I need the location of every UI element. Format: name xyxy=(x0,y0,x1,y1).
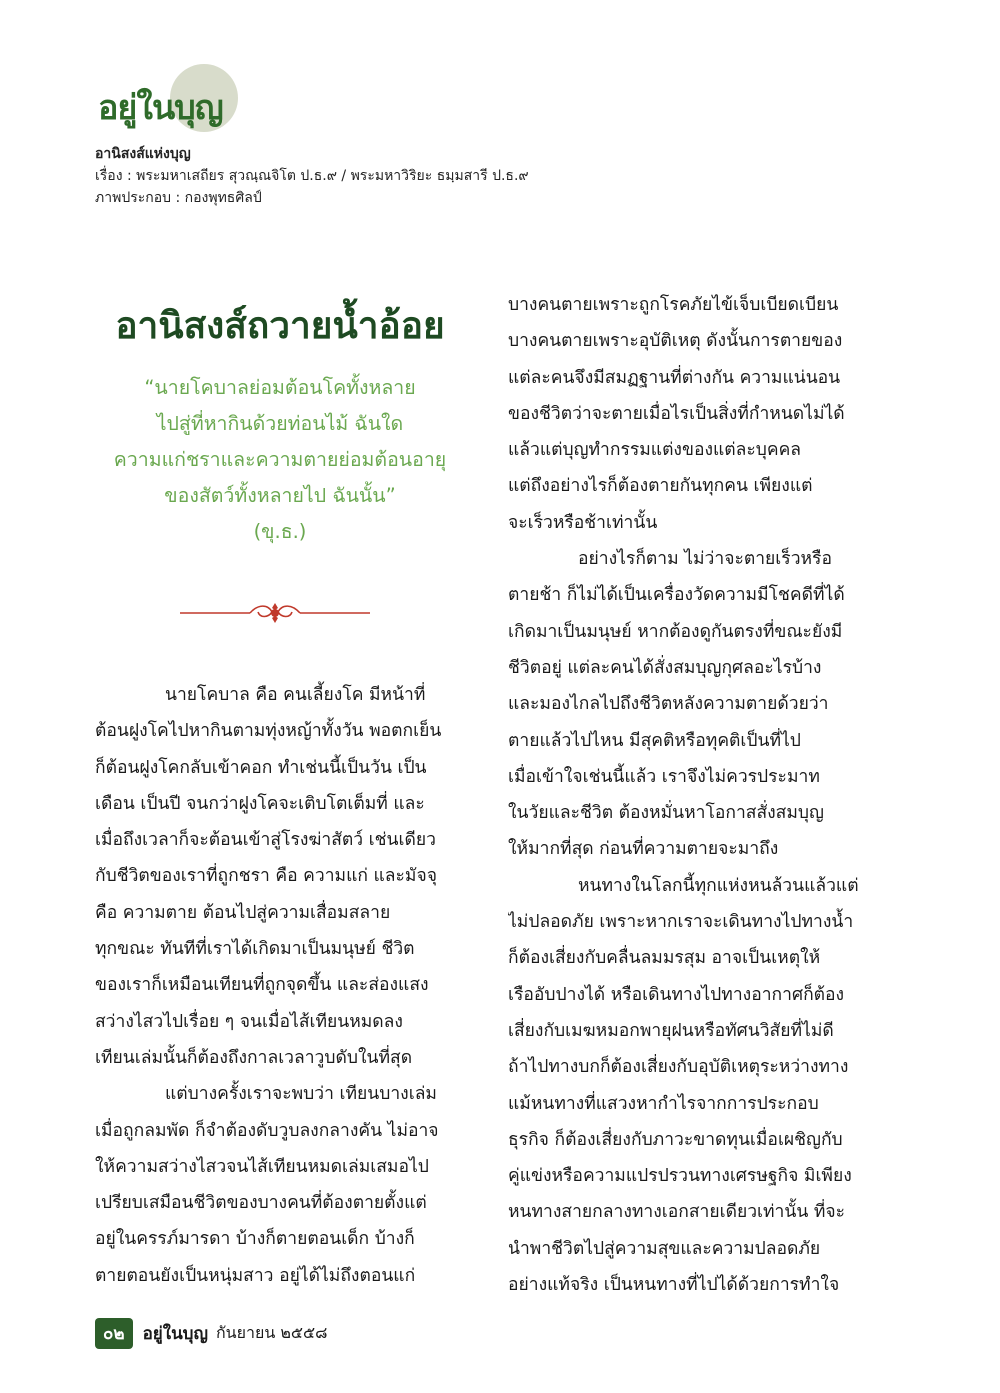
quote-line: ไปสู่ที่หากินด้วยท่อนไม้ ฉันใด xyxy=(156,412,404,435)
author-credit: เรื่อง : พระมหาเสถียร สุวณฺณจิโต ป.ธ.๙ / พระมหาวิริยะ ธมฺมสารี ป.ธ.๙ xyxy=(95,168,529,184)
text-line: แต่ละคนจึงมีสมฏฐานที่ต่างกัน ความแน่นอน xyxy=(508,367,841,388)
text-line: บางคนตายเพราะถูกโรคภัยไข้เจ็บเบียดเบียน xyxy=(508,295,839,315)
text-line: เรืออับปางได้ หรือเดินทางไปทางอากาศก็ต้อง xyxy=(508,984,845,1005)
quote-source: (ขุ.ธ.) xyxy=(253,520,307,543)
text-line: จะเร็วหรือช้าเท่านั้น xyxy=(508,512,658,533)
text-line: ให้ความสว่างไสวจนไส้เทียนหมดเล่มเสมอไป xyxy=(95,1156,429,1177)
byline xyxy=(95,143,529,209)
text-line: นายโคบาล คือ คนเลี้ยงโค มีหน้าที่ xyxy=(165,685,426,705)
text-line: แล้วแต่บุญทำกรรมแต่งของแต่ละบุคคล xyxy=(508,440,802,461)
text-line: ก็ต้อนฝูงโคกลับเข้าคอก ทำเช่นนี้เป็นวัน เป็น xyxy=(95,757,427,778)
ornament-divider xyxy=(180,600,370,630)
text-line: ตายช้า ก็ไม่ได้เป็นเครื่องวัดความมีโชคดีที่ได้ xyxy=(508,585,845,606)
paragraph xyxy=(508,868,883,1304)
text-line: เสี่ยงกับเมฆหมอกพายุฝนหรือทัศนวิสัยที่ไม่ดี xyxy=(508,1020,834,1041)
text-line: หนทางในโลกนี้ทุกแห่งหนล้วนแล้วแต่ xyxy=(578,875,859,896)
illustration-credit: ภาพประกอบ : กองพุทธศิลป์ xyxy=(95,190,262,206)
text-line: ต้อนฝูงโคไปหากินตามทุ่งหญ้าทั้งวัน พอตกเย็น xyxy=(95,721,442,742)
text-line: แต่ถึงอย่างไรก็ต้องตายกันทุกคน เพียงแต่ xyxy=(508,476,813,497)
text-line: เมื่อถูกลมพัด ก็จำต้องดับวูบลงกลางคัน ไม่อาจ xyxy=(95,1120,439,1141)
text-line: คือ ความตาย ต้อนไปสู่ความเสื่อมสลาย xyxy=(95,902,391,923)
text-line: บางคนตายเพราะอุบัติเหตุ ดังนั้นการตายของ xyxy=(508,331,843,352)
quote-block xyxy=(80,370,480,550)
magazine-name: อยู่ในบุญ xyxy=(142,1323,208,1344)
text-line: และมองไกลไปถึงชีวิตหลังความตายด้วยว่า xyxy=(508,694,829,715)
text-line: คู่แข่งหรือความแปรปรวนทางเศรษฐกิจ มิเพียง xyxy=(508,1166,852,1187)
section-name: อานิสงส์แห่งบุญ xyxy=(95,146,191,162)
text-line: ในวัยและชีวิต ต้องหมั่นหาโอกาสสั่งสมบุญ xyxy=(508,803,824,824)
text-line: แต่บางครั้งเราจะพบว่า เทียนบางเล่ม xyxy=(165,1084,437,1105)
left-column xyxy=(95,677,470,1294)
text-line: อยู่ในครรภ์มารดา บ้างก็ตายตอนเด็ก บ้างก็ xyxy=(95,1229,415,1250)
text-line: เปรียบเสมือนชีวิตของบางคนที่ต้องตายตั้งแต่ xyxy=(95,1193,427,1214)
text-line: เดือน เป็นปี จนกว่าฝูงโคจะเติบโตเต็มที่ และ xyxy=(95,793,425,814)
text-line: เกิดมาเป็นมนุษย์ หากต้องดูกันตรงที่ขณะยังมี xyxy=(508,621,843,642)
right-column xyxy=(508,287,883,1303)
ornament-icon xyxy=(180,600,370,626)
text-line: ตายตอนยังเป็นหนุ่มสาว อยู่ได้ไม่ถึงตอนแก่ xyxy=(95,1265,416,1286)
page-number: ๐๒ xyxy=(95,1318,133,1349)
text-line: ของชีวิตว่าจะตายเมื่อไรเป็นสิ่งที่กำหนดไม่ได้ xyxy=(508,403,845,424)
quote-line: “นายโคบาลย่อมต้อนโคทั้งหลาย xyxy=(144,376,416,399)
quote-line: ของสัตว์ทั้งหลายไป ฉันนั้น” xyxy=(164,484,396,507)
paragraph xyxy=(508,287,883,541)
paragraph xyxy=(95,1076,470,1294)
text-line: เมื่อเข้าใจเช่นนี้แล้ว เราจึงไม่ควรประมาท xyxy=(508,766,820,787)
text-line: แม้หนทางที่แสวงหากำไรจากการประกอบ xyxy=(508,1093,819,1114)
paragraph xyxy=(508,541,883,868)
text-line: อย่างแท้จริง เป็นหนทางที่ไปได้ด้วยการทำใจ xyxy=(508,1275,840,1296)
text-line: อย่างไรก็ตาม ไม่ว่าจะตายเร็วหรือ xyxy=(578,549,832,570)
text-line: ทุกขณะ ทันทีที่เราได้เกิดมาเป็นมนุษย์ ชีวิต xyxy=(95,939,415,960)
text-line: เมื่อถึงเวลาก็จะต้อนเข้าสู่โรงฆ่าสัตว์ เช่นเดียว xyxy=(95,830,436,851)
text-line: ชีวิตอยู่ แต่ละคนได้สั่งสมบุญกุศลอะไรบ้าง xyxy=(508,657,822,678)
text-line: หนทางสายกลางทางเอกสายเดียวเท่านั้น ที่จะ xyxy=(508,1202,846,1223)
text-line: ของเราก็เหมือนเทียนที่ถูกจุดขึ้น และส่องแสง xyxy=(95,975,429,996)
text-line: ถ้าไปทางบกก็ต้องเสี่ยงกับอุบัติเหตุระหว่างทาง xyxy=(508,1057,849,1078)
text-line: นำพาชีวิตไปสู่ความสุขและความปลอดภัย xyxy=(508,1238,821,1259)
text-line: ธุรกิจ ก็ต้องเสี่ยงกับภาวะขาดทุนเมื่อเผชิญกับ xyxy=(508,1129,843,1150)
logo-text: อยู่ในบุญ xyxy=(98,88,223,128)
text-line: สว่างไสวไปเรื่อย ๆ จนเมื่อไส้เทียนหมดลง xyxy=(95,1011,403,1032)
issue-date: กันยายน ๒๕๕๘ xyxy=(215,1322,328,1342)
text-line: ไม่ปลอดภัย เพราะหากเราจะเดินทางไปทางน้ำ xyxy=(508,912,854,933)
magazine-logo xyxy=(92,62,242,134)
article-title: อานิสงส์ถวายน้ำอ้อย xyxy=(115,304,445,347)
paragraph xyxy=(95,677,470,1076)
text-line: ตายแล้วไปไหน มีสุคติหรือทุคติเป็นที่ไป xyxy=(508,730,801,751)
text-line: เทียนเล่มนั้นก็ต้องถึงกาลเวลาวูบดับในที่สุด xyxy=(95,1047,413,1068)
quote-line: ความแก่ชราและความตายย่อมต้อนอายุ xyxy=(113,448,447,471)
text-line: กับชีวิตของเราที่ถูกชรา คือ ความแก่ และมัจจุ xyxy=(95,866,437,887)
text-line: ก็ต้องเสี่ยงกับคลื่นลมมรสุม อาจเป็นเหตุให้ xyxy=(508,948,821,969)
text-line: ให้มากที่สุด ก่อนที่ความตายจะมาถึง xyxy=(508,839,779,860)
page-footer xyxy=(95,1318,327,1348)
